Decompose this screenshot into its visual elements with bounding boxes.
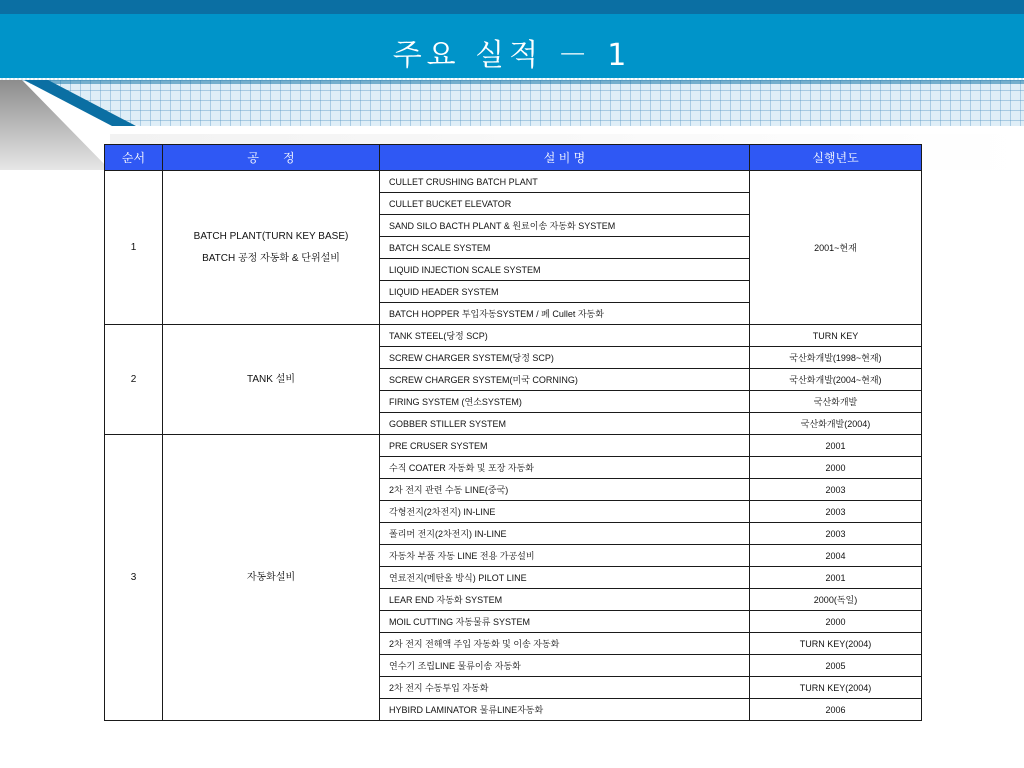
year-cell: 2003 [750, 523, 922, 545]
results-table [104, 144, 922, 721]
year-cell: TURN KEY(2004) [750, 677, 922, 699]
equipment-cell: PRE CRUSER SYSTEM [380, 435, 750, 457]
equipment-cell: 각형전지(2차전지) IN-LINE [380, 501, 750, 523]
year-cell: 2004 [750, 545, 922, 567]
year-cell: 국산화개발(2004~현재) [750, 369, 922, 391]
equipment-cell: CULLET CRUSHING BATCH PLANT [380, 171, 750, 193]
equipment-cell: 자동차 부품 자동 LINE 전용 가공설비 [380, 545, 750, 567]
equipment-cell: GOBBER STILLER SYSTEM [380, 413, 750, 435]
year-cell: 국산화개발 [750, 391, 922, 413]
equipment-cell: 2차 전지 전해액 주입 자동화 및 이송 자동화 [380, 633, 750, 655]
table-row [105, 435, 922, 457]
equipment-cell: 2차 전지 관련 수동 LINE(중국) [380, 479, 750, 501]
equipment-cell: 연수기 조립LINE 물류이송 자동화 [380, 655, 750, 677]
year-cell: TURN KEY [750, 325, 922, 347]
year-cell: TURN KEY(2004) [750, 633, 922, 655]
process-line: BATCH 공정 자동화 & 단위설비 [202, 252, 340, 264]
equipment-cell: LEAR END 자동화 SYSTEM [380, 589, 750, 611]
equipment-cell: SCREW CHARGER SYSTEM(당정 SCP) [380, 347, 750, 369]
process-line: 자동화설비 [246, 571, 296, 583]
header-equipment: 설 비 명 [380, 145, 750, 171]
process-cell [163, 325, 380, 435]
header-seq: 순서 [105, 145, 163, 171]
equipment-cell: LIQUID HEADER SYSTEM [380, 281, 750, 303]
header-top-strip [0, 0, 1024, 14]
year-cell: 2000 [750, 611, 922, 633]
table-row [105, 325, 922, 347]
equipment-cell: BATCH HOPPER 투입자동SYSTEM / 폐 Cullet 자동화 [380, 303, 750, 325]
year-cell: 국산화개발(1998~현재) [750, 347, 922, 369]
header-process: 공 정 [163, 145, 380, 171]
equipment-cell: SAND SILO BACTH PLANT & 원료이송 자동화 SYSTEM [380, 215, 750, 237]
equipment-cell: SCREW CHARGER SYSTEM(미국 CORNING) [380, 369, 750, 391]
equipment-cell: LIQUID INJECTION SCALE SYSTEM [380, 259, 750, 281]
year-cell: 2006 [750, 699, 922, 721]
header-year: 실행년도 [750, 145, 922, 171]
table-header-row [105, 145, 922, 171]
year-cell: 2000 [750, 457, 922, 479]
year-cell: 국산화개발(2004) [750, 413, 922, 435]
equipment-cell: 폴리머 전지(2차전지) IN-LINE [380, 523, 750, 545]
year-cell: 2001 [750, 567, 922, 589]
equipment-cell: MOIL CUTTING 자동물류 SYSTEM [380, 611, 750, 633]
process-line: BATCH PLANT(TURN KEY BASE) [193, 230, 349, 242]
year-cell: 2000(독일) [750, 589, 922, 611]
year-cell: 2001 [750, 435, 922, 457]
equipment-cell: CULLET BUCKET ELEVATOR [380, 193, 750, 215]
equipment-cell: 2차 전지 수동투입 자동화 [380, 677, 750, 699]
process-line: TANK 설비 [246, 373, 296, 385]
year-cell: 2001~현재 [750, 171, 922, 325]
equipment-cell: FIRING SYSTEM (연소SYSTEM) [380, 391, 750, 413]
table-row [105, 171, 922, 193]
seq-cell: 3 [105, 435, 163, 721]
process-cell [163, 435, 380, 721]
equipment-cell: 연료전지(메탄올 방식) PILOT LINE [380, 567, 750, 589]
process-cell [163, 171, 380, 325]
equipment-cell: TANK STEEL(당정 SCP) [380, 325, 750, 347]
year-cell: 2005 [750, 655, 922, 677]
seq-cell: 1 [105, 171, 163, 325]
year-cell: 2003 [750, 479, 922, 501]
year-cell: 2003 [750, 501, 922, 523]
equipment-cell: HYBIRD LAMINATOR 물류LINE자동화 [380, 699, 750, 721]
equipment-cell: BATCH SCALE SYSTEM [380, 237, 750, 259]
seq-cell: 2 [105, 325, 163, 435]
equipment-cell: 수직 COATER 자동화 및 포장 자동화 [380, 457, 750, 479]
page-title: 주요 실적 － 1 [392, 38, 632, 73]
